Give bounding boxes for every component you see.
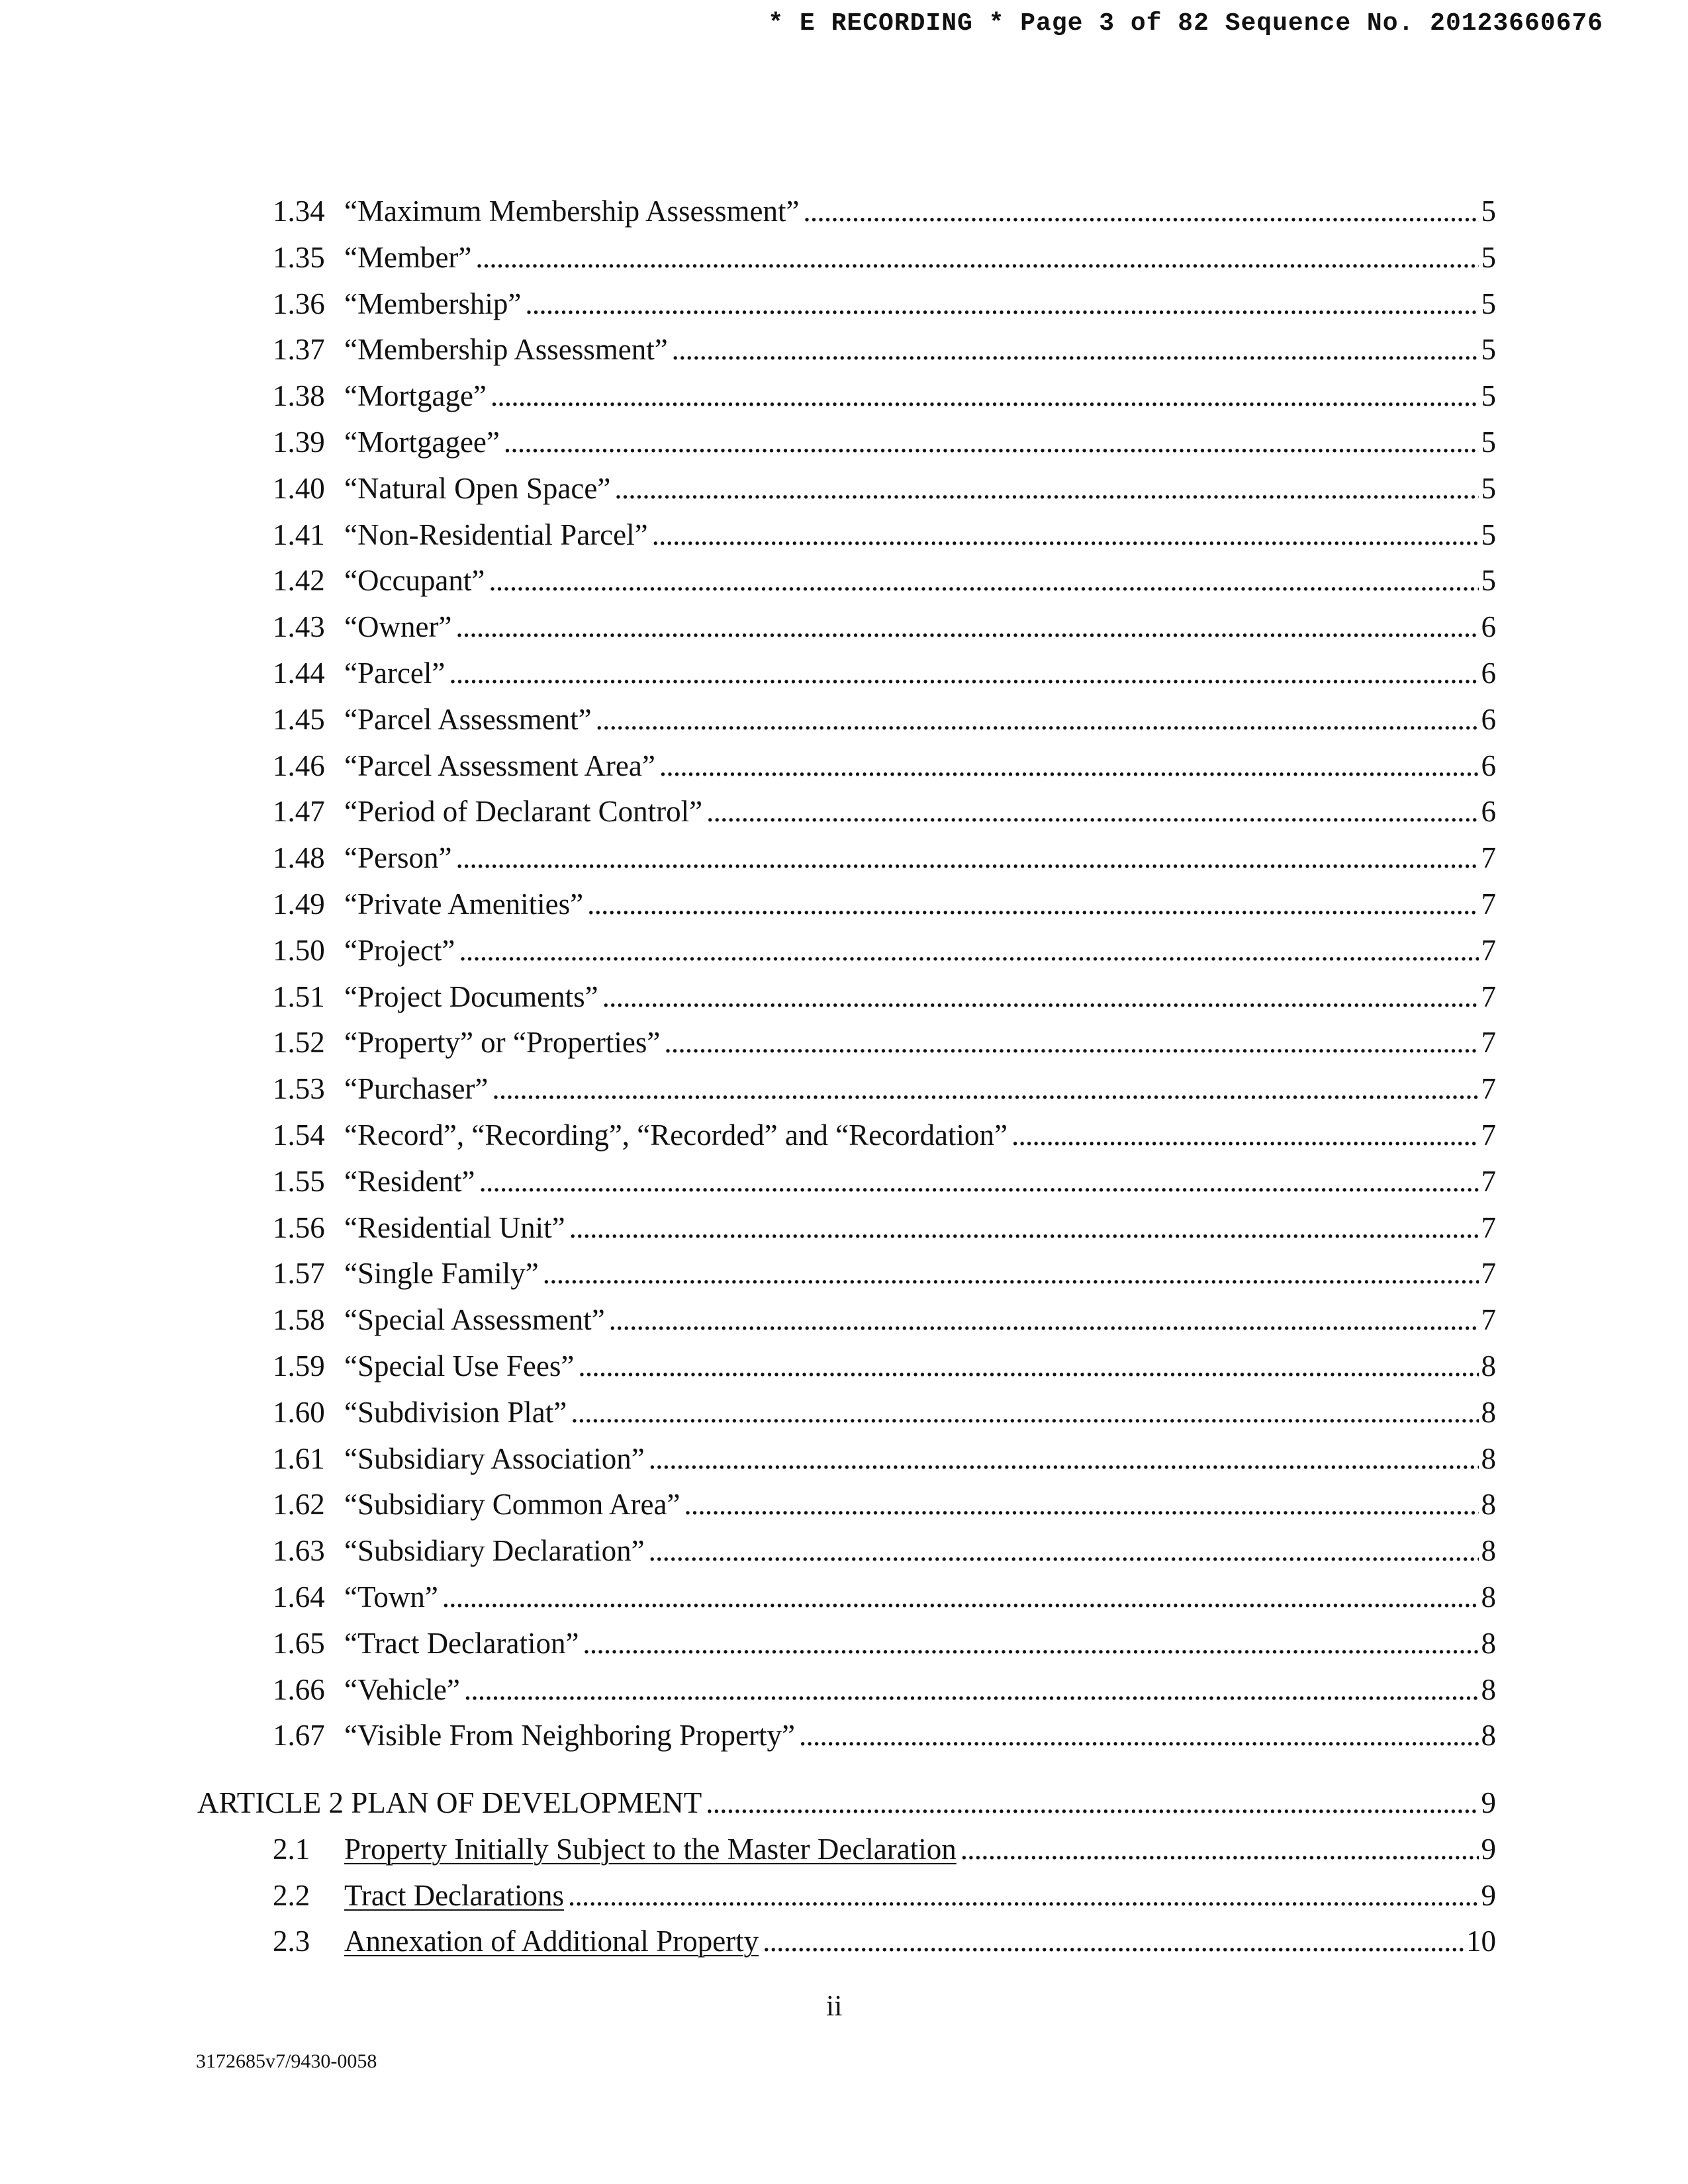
entry-leader [344, 189, 1496, 235]
table-of-contents [0, 189, 1688, 1965]
entry-title: “Parcel Assessment” [344, 697, 596, 743]
entry-leader [344, 928, 1496, 974]
dot-leader [492, 1066, 1496, 1113]
entry-number: 1.64 [273, 1580, 325, 1614]
entry-number: 1.34 [273, 195, 325, 228]
entry-page: 8 [1479, 1574, 1497, 1621]
toc-entry[interactable] [0, 604, 1688, 651]
entry-title: “Property” or “Properties” [344, 1020, 664, 1066]
toc-entry[interactable] [0, 281, 1688, 328]
dot-leader [459, 928, 1496, 974]
dot-leader [803, 189, 1496, 235]
entry-title: Property Initially Subject to the Master Declaration [344, 1827, 961, 1873]
entry-leader [344, 420, 1496, 466]
entry-leader [344, 1343, 1496, 1390]
entry-title: Tract Declarations [344, 1873, 568, 1919]
entry-leader [344, 1621, 1496, 1667]
entry-leader [344, 1919, 1496, 1965]
entry-leader [344, 1390, 1496, 1436]
entry-number: 1.65 [273, 1626, 325, 1660]
entry-title: “Mortgagee” [344, 420, 504, 466]
entry-leader [344, 1436, 1496, 1482]
toc-entry[interactable] [0, 1297, 1688, 1343]
entry-number: 1.54 [273, 1118, 325, 1152]
entry-title: “Project” [344, 928, 459, 974]
dot-leader [649, 1436, 1496, 1482]
dot-leader [449, 651, 1496, 697]
entry-number: 1.38 [273, 379, 325, 413]
dot-leader [602, 974, 1496, 1021]
entry-title: Annexation of Additional Property [344, 1919, 763, 1965]
dot-leader [1011, 1113, 1496, 1159]
entry-number: 1.57 [273, 1257, 325, 1291]
entry-number: 1.50 [273, 933, 325, 967]
entry-title: “Subsidiary Association” [344, 1436, 649, 1482]
toc-entry[interactable] [0, 1390, 1688, 1436]
entry-number: 1.37 [273, 333, 325, 367]
toc-entry[interactable] [0, 882, 1688, 928]
entry-number: 1.60 [273, 1395, 325, 1429]
entry-title: “Non-Residential Parcel” [344, 512, 652, 559]
entry-leader [344, 743, 1496, 790]
entry-page: 10 [1464, 1919, 1496, 1965]
toc-entry[interactable] [0, 1066, 1688, 1113]
entry-title: “Mortgage” [344, 373, 491, 420]
entry-page: 5 [1479, 281, 1497, 328]
entry-page: 6 [1479, 697, 1497, 743]
entry-number: 1.49 [273, 887, 325, 921]
entry-leader [344, 281, 1496, 328]
dot-leader [659, 743, 1496, 790]
entry-leader [344, 1020, 1496, 1066]
dot-leader [664, 1020, 1496, 1066]
dot-leader [525, 281, 1496, 328]
dot-leader [442, 1574, 1496, 1621]
toc-entry[interactable] [0, 1251, 1688, 1297]
dot-leader [799, 1713, 1496, 1759]
entry-leader [344, 373, 1496, 420]
entry-leader [344, 1528, 1496, 1574]
toc-entry[interactable] [0, 974, 1688, 1021]
entry-page: 7 [1479, 1020, 1497, 1066]
entry-number: 1.53 [273, 1072, 325, 1106]
entry-title: “Vehicle” [344, 1667, 464, 1713]
entry-leader [344, 466, 1496, 512]
entry-leader [344, 1297, 1496, 1343]
toc-entry[interactable] [0, 1827, 1688, 1873]
entry-page: 6 [1479, 651, 1497, 697]
toc-entry[interactable] [0, 835, 1688, 882]
entry-number: 1.47 [273, 795, 325, 829]
entry-leader [344, 1251, 1496, 1297]
entry-leader [344, 1713, 1496, 1759]
entry-number: 1.51 [273, 979, 325, 1013]
entry-title: “Record”, “Recording”, “Recorded” and “Recordation” [344, 1113, 1011, 1159]
toc-entry[interactable] [0, 373, 1688, 420]
entry-number: 1.45 [273, 702, 325, 736]
entry-page: 6 [1479, 789, 1497, 835]
dot-leader [614, 466, 1496, 512]
entry-page: 5 [1479, 373, 1497, 420]
toc-entry[interactable] [0, 1113, 1688, 1159]
dot-leader [961, 1827, 1496, 1873]
entry-leader [344, 789, 1496, 835]
entry-leader [344, 697, 1496, 743]
entry-leader [344, 558, 1496, 604]
entry-number: 1.39 [273, 425, 325, 459]
article-leader [197, 1780, 1496, 1827]
entry-title: “Special Use Fees” [344, 1343, 578, 1390]
toc-entry[interactable] [0, 1343, 1688, 1390]
entry-page: 7 [1479, 1297, 1497, 1343]
entry-number: 1.41 [273, 518, 325, 551]
entry-leader [344, 974, 1496, 1021]
toc-entry[interactable] [0, 1873, 1688, 1919]
entry-page: 5 [1479, 558, 1497, 604]
dot-leader [684, 1482, 1496, 1528]
entry-page: 8 [1479, 1621, 1497, 1667]
entry-number: 1.42 [273, 564, 325, 598]
entry-number: 1.35 [273, 240, 325, 274]
toc-entry[interactable] [0, 1159, 1688, 1205]
entry-page: 5 [1479, 189, 1497, 235]
entry-number: 1.62 [273, 1488, 325, 1522]
entry-number: 1.63 [273, 1534, 325, 1568]
entry-title: “Residential Unit” [344, 1205, 569, 1251]
toc-entry[interactable] [0, 235, 1688, 281]
toc-entry[interactable] [0, 928, 1688, 974]
entry-page: 7 [1479, 928, 1497, 974]
entry-leader [344, 1873, 1496, 1919]
dot-leader [706, 789, 1496, 835]
article-page: 9 [1479, 1780, 1497, 1827]
entry-title: “Subsidiary Declaration” [344, 1528, 649, 1574]
entry-page: 9 [1479, 1873, 1497, 1919]
definition-entries [0, 189, 1688, 1759]
dot-leader [569, 1205, 1496, 1251]
article-title: ARTICLE 2 PLAN OF DEVELOPMENT [197, 1780, 706, 1827]
dot-leader [464, 1667, 1496, 1713]
entry-number: 2.1 [273, 1832, 310, 1866]
toc-entry[interactable] [0, 1919, 1688, 1965]
toc-entry[interactable] [0, 512, 1688, 559]
entry-leader [344, 235, 1496, 281]
toc-entry[interactable] [0, 1713, 1688, 1759]
entry-number: 1.46 [273, 749, 325, 782]
entry-number: 1.59 [273, 1349, 325, 1383]
toc-entry[interactable] [0, 466, 1688, 512]
entry-page: 9 [1479, 1827, 1497, 1873]
entry-page: 8 [1479, 1528, 1497, 1574]
entry-title: “Town” [344, 1574, 442, 1621]
entry-title: “Subdivision Plat” [344, 1390, 571, 1436]
entry-leader [344, 651, 1496, 697]
entry-leader [344, 512, 1496, 559]
entry-page: 8 [1479, 1343, 1497, 1390]
toc-entry[interactable] [0, 697, 1688, 743]
dot-leader [455, 604, 1496, 651]
entry-title: “Single Family” [344, 1251, 543, 1297]
entry-page: 8 [1479, 1713, 1497, 1759]
toc-entry[interactable] [0, 1482, 1688, 1528]
entry-page: 5 [1479, 235, 1497, 281]
entry-title: “Tract Declaration” [344, 1621, 583, 1667]
entry-number: 2.2 [273, 1878, 310, 1912]
entry-page: 7 [1479, 1066, 1497, 1113]
toc-entry[interactable] [0, 189, 1688, 235]
entry-page: 7 [1479, 974, 1497, 1021]
entry-page: 5 [1479, 327, 1497, 373]
toc-entry[interactable] [0, 651, 1688, 697]
toc-entry[interactable] [0, 420, 1688, 466]
dot-leader [652, 512, 1496, 559]
entry-page: 7 [1479, 1205, 1497, 1251]
entry-page: 5 [1479, 512, 1497, 559]
dot-leader [568, 1873, 1496, 1919]
entry-title: “Private Amenities” [344, 882, 587, 928]
entry-page: 5 [1479, 466, 1497, 512]
entry-leader [344, 835, 1496, 882]
page-number: ii [826, 1989, 843, 2022]
entry-page: 7 [1479, 1113, 1497, 1159]
entry-page: 7 [1479, 1159, 1497, 1205]
entry-number: 1.36 [273, 287, 325, 320]
entry-leader [344, 1482, 1496, 1528]
entry-title: “Purchaser” [344, 1066, 492, 1113]
document-id: 3172685v7/9430-0058 [196, 2050, 377, 2072]
entry-leader [344, 1667, 1496, 1713]
entry-title: “Membership Assessment” [344, 327, 672, 373]
entry-leader [344, 604, 1496, 651]
entry-title: “Project Documents” [344, 974, 602, 1021]
entry-leader [344, 1113, 1496, 1159]
entry-number: 1.55 [273, 1164, 325, 1198]
dot-leader [609, 1297, 1496, 1343]
article-entries [0, 1827, 1688, 1965]
toc-entry[interactable] [0, 558, 1688, 604]
entry-title: “Maximum Membership Assessment” [344, 189, 803, 235]
dot-leader [672, 327, 1496, 373]
entry-leader [344, 1205, 1496, 1251]
entry-title: “Special Assessment” [344, 1297, 609, 1343]
dot-leader [583, 1621, 1496, 1667]
entry-title: “Membership” [344, 281, 525, 328]
toc-entry[interactable] [0, 1436, 1688, 1482]
entry-number: 1.66 [273, 1672, 325, 1706]
entry-number: 2.3 [273, 1925, 310, 1958]
entry-number: 1.56 [273, 1210, 325, 1244]
toc-entry[interactable] [0, 1205, 1688, 1251]
toc-entry[interactable] [0, 1020, 1688, 1066]
entry-number: 1.52 [273, 1026, 325, 1060]
entry-title: “Owner” [344, 604, 455, 651]
entry-number: 1.61 [273, 1441, 325, 1475]
entry-page: 7 [1479, 1251, 1497, 1297]
entry-title: “Parcel” [344, 651, 449, 697]
entry-page: 5 [1479, 420, 1497, 466]
entry-number: 1.43 [273, 610, 325, 644]
entry-page: 6 [1479, 743, 1497, 790]
toc-entry[interactable] [0, 1621, 1688, 1667]
entry-number: 1.40 [273, 471, 325, 505]
entry-page: 8 [1479, 1436, 1497, 1482]
entry-page: 6 [1479, 604, 1497, 651]
toc-entry[interactable] [0, 1574, 1688, 1621]
dot-leader [504, 420, 1496, 466]
dot-leader [491, 373, 1496, 420]
entry-leader [344, 327, 1496, 373]
entry-number: 1.44 [273, 656, 325, 690]
entry-title: “Natural Open Space” [344, 466, 614, 512]
dot-leader [489, 558, 1496, 604]
entry-leader [344, 1066, 1496, 1113]
entry-page: 8 [1479, 1667, 1497, 1713]
entry-title: “Member” [344, 235, 475, 281]
entry-page: 8 [1479, 1482, 1497, 1528]
entry-number: 1.48 [273, 841, 325, 875]
dot-leader [479, 1159, 1496, 1205]
dot-leader [706, 1780, 1496, 1827]
dot-leader [455, 835, 1496, 882]
dot-leader [763, 1919, 1496, 1965]
entry-leader [344, 1574, 1496, 1621]
dot-leader [578, 1343, 1496, 1390]
entry-page: 7 [1479, 835, 1497, 882]
entry-title: “Subsidiary Common Area” [344, 1482, 684, 1528]
entry-leader [344, 1159, 1496, 1205]
toc-entry[interactable] [0, 327, 1688, 373]
toc-article-entry[interactable] [0, 1780, 1688, 1827]
entry-number: 1.58 [273, 1303, 325, 1337]
entry-title: “Occupant” [344, 558, 489, 604]
recording-header: * E RECORDING * Page 3 of 82 Sequence No. 20123660676 [768, 9, 1603, 38]
dot-leader [649, 1528, 1496, 1574]
entry-page: 8 [1479, 1390, 1497, 1436]
entry-title: “Person” [344, 835, 455, 882]
toc-entry[interactable] [0, 1667, 1688, 1713]
entry-title: “Parcel Assessment Area” [344, 743, 659, 790]
entry-leader [344, 1827, 1496, 1873]
toc-entry[interactable] [0, 789, 1688, 835]
entry-title: “Resident” [344, 1159, 479, 1205]
entry-number: 1.67 [273, 1719, 325, 1752]
dot-leader [543, 1251, 1496, 1297]
toc-entry[interactable] [0, 743, 1688, 790]
dot-leader [475, 235, 1496, 281]
entry-page: 7 [1479, 882, 1497, 928]
entry-title: “Period of Declarant Control” [344, 789, 706, 835]
dot-leader [596, 697, 1496, 743]
entry-title: “Visible From Neighboring Property” [344, 1713, 799, 1759]
dot-leader [587, 882, 1496, 928]
toc-entry[interactable] [0, 1528, 1688, 1574]
dot-leader [571, 1390, 1496, 1436]
entry-leader [344, 882, 1496, 928]
